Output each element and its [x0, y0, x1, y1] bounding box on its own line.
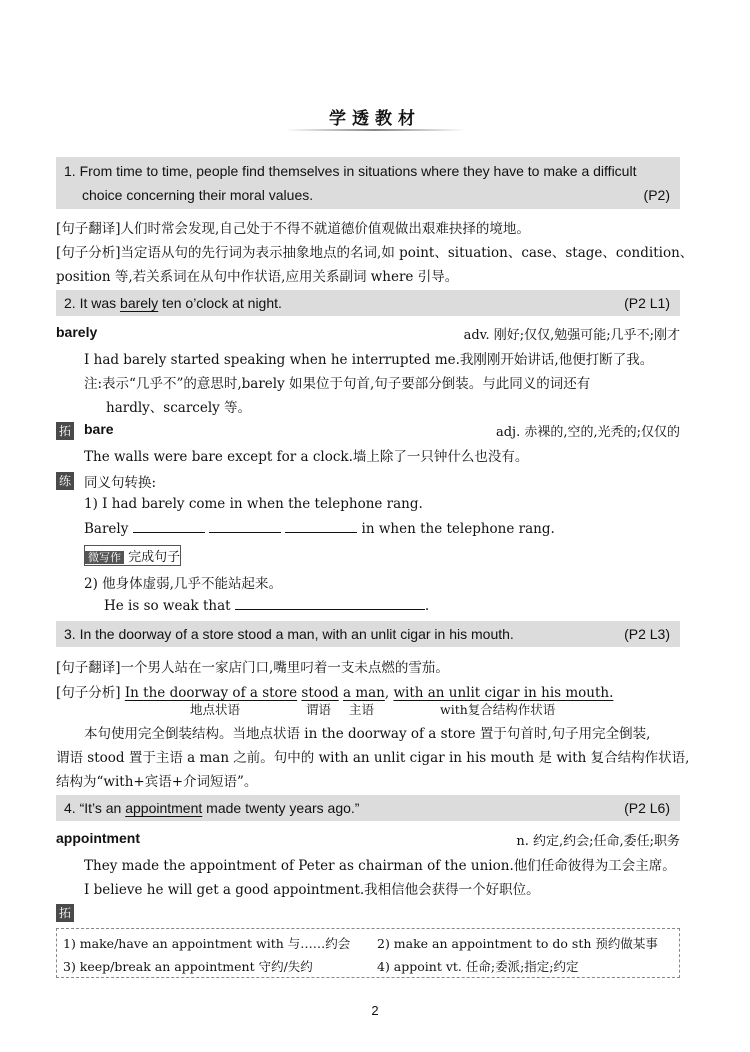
sentence-bar-3 — [56, 621, 680, 647]
sentence-2-pre: 2. It was — [64, 295, 121, 311]
s3-translation — [56, 656, 449, 676]
translation-tag: [句子翻译] — [56, 660, 121, 676]
q2-end: . — [424, 598, 430, 614]
answer-blank-3[interactable] — [285, 520, 357, 533]
practice-q1: 1) I had barely come in when the telephone rang. — [84, 496, 423, 512]
part-adverbial: In the doorway of a store — [124, 685, 298, 701]
vocab-word-bare: bare — [84, 421, 114, 437]
sentence-2-ref: (P2 L1) — [624, 295, 670, 311]
practice-title: 同义句转换: — [84, 475, 157, 491]
translation-text: 一个男人站在一家店门口,嘴里叼着一支未点燃的雪茄。 — [120, 660, 449, 676]
sentence-2-key: barely — [120, 295, 159, 311]
sentence-1-line2: choice concerning their moral values. — [82, 187, 314, 203]
sentence-4-post: made twenty years ago.” — [202, 800, 360, 816]
example-appointment-1: They made the appointment of Peter as chairman of the union.他们任命彼得为工会主席。 — [84, 858, 676, 874]
page-number: 2 — [371, 1003, 379, 1018]
sentence-1-line1: 1. From time to time, people find themselves in situations where they have to make a difficult — [64, 163, 637, 179]
micro-writing-badge — [84, 545, 181, 566]
analysis-tag: [句子分析] — [56, 245, 121, 261]
vocab-pos-appointment: n. 约定,约会;任命,委任;职务 — [516, 834, 680, 849]
s1-analysis-line1 — [56, 241, 693, 261]
collocation-2: 2) make an appointment to do sth 预约做某事 — [377, 936, 658, 951]
vocab-word-barely: barely — [56, 324, 98, 340]
s1-translation — [56, 217, 530, 237]
practice-icon-glyph: 练 — [56, 472, 74, 490]
sentence-4-ref: (P2 L6) — [624, 800, 670, 816]
translation-text: 人们时常会发现,自己处于不得不就道德价值观做出艰难抉择的境地。 — [120, 221, 530, 237]
sentence-bar-1 — [56, 157, 680, 209]
s3-body-line1: 本句使用完全倒装结构。当地点状语 in the doorway of a store 置于句首时,句子用完全倒装, — [84, 726, 651, 742]
s1-analysis-line2: position 等,若关系词在从句中作状语,应用关系副词 where 引导。 — [56, 269, 459, 285]
vocab-pos-bare: adj. 赤裸的,空的,光秃的;仅仅的 — [495, 425, 680, 440]
analysis-tag: [句子分析] — [56, 685, 121, 701]
q1-start: Barely — [84, 521, 129, 537]
analysis-text: 当定语从句的先行词为表示抽象地点的名词,如 point、situation、case、stage、condition、 — [120, 245, 694, 261]
sentence-3-ref: (P2 L3) — [624, 626, 670, 642]
q2-start: He is so weak that — [104, 598, 231, 614]
extension-icon-glyph: 拓 — [56, 422, 74, 440]
collocation-box — [56, 928, 680, 978]
answer-blank-4[interactable] — [235, 597, 425, 610]
answer-blank-1[interactable] — [133, 520, 205, 533]
badge-text: 完成句子 — [128, 550, 181, 565]
s3-body-line2: 谓语 stood 置于主语 a man 之前。句中的 with an unlit cigar in his mouth 是 with 复合结构作状语, — [56, 750, 690, 766]
extension-icon — [56, 420, 74, 440]
label-with-structure: with复合结构作状语 — [440, 702, 556, 717]
note-line2: hardly、scarcely 等。 — [106, 400, 252, 416]
example-bare: The walls were bare except for a clock.墙上除了一只钟什么也没有。 — [84, 449, 529, 465]
example-barely: I had barely started speaking when he interrupted me.我刚刚开始讲话,他便打断了我。 — [84, 352, 654, 368]
label-predicate: 谓语 — [306, 702, 332, 717]
label-subject: 主语 — [349, 702, 375, 717]
part-predicate: stood — [301, 685, 339, 701]
s3-analysis-parts: [句子分析] In the doorway of a store stood a man, with an unlit cigar in his mouth. — [56, 685, 614, 701]
label-adverbial: 地点状语 — [190, 702, 241, 717]
part-subject: a man — [342, 685, 385, 701]
practice-q1-fill — [84, 520, 555, 537]
sentence-2 — [64, 295, 282, 311]
practice-q2-fill — [104, 597, 429, 614]
practice-q2: 2) 他身体虚弱,几乎不能站起来。 — [84, 576, 282, 592]
answer-blank-2[interactable] — [209, 520, 281, 533]
sentence-3: 3. In the doorway of a store stood a man, with an unlit cigar in his mouth. — [64, 626, 514, 642]
practice-icon — [56, 470, 74, 490]
example-appointment-2: I believe he will get a good appointment.我相信他会获得一个好职位。 — [84, 882, 540, 898]
badge-dark-label: 微写作 — [85, 551, 124, 564]
sentence-4-pre: 4. “It’s an — [64, 800, 126, 816]
collocation-1: 1) make/have an appointment with 与……约会 — [63, 936, 351, 951]
sentence-2-post: ten o’clock at night. — [158, 295, 282, 311]
vocab-word-appointment: appointment — [56, 830, 140, 846]
part-with-structure: with an unlit cigar in his mouth. — [393, 685, 614, 701]
vocab-pos-barely: adv. 刚好;仅仅,勉强可能;几乎不;刚才 — [463, 328, 680, 343]
extension-icon-glyph: 拓 — [56, 904, 74, 922]
sentence-4 — [64, 800, 359, 816]
s3-body-line3: 结构为“with+宾语+介词短语”。 — [56, 774, 258, 790]
extension-icon-2 — [56, 902, 74, 922]
sentence-bar-2 — [56, 290, 680, 316]
sentence-1-ref: (P2) — [643, 187, 670, 203]
note-line1: 注:表示“几乎不”的意思时,barely 如果位于句首,句子要部分倒装。与此同义的词还有 — [84, 376, 591, 392]
collocation-4: 4) appoint vt. 任命;委派;指定;约定 — [377, 959, 579, 974]
collocation-3: 3) keep/break an appointment 守约/失约 — [63, 959, 313, 974]
title-underline — [285, 129, 465, 131]
sentence-4-key: appointment — [125, 800, 203, 816]
page-title: 学透教材 — [329, 109, 421, 129]
translation-tag: [句子翻译] — [56, 221, 121, 237]
sentence-bar-4 — [56, 795, 680, 821]
q1-end: in when the telephone rang. — [361, 521, 555, 537]
